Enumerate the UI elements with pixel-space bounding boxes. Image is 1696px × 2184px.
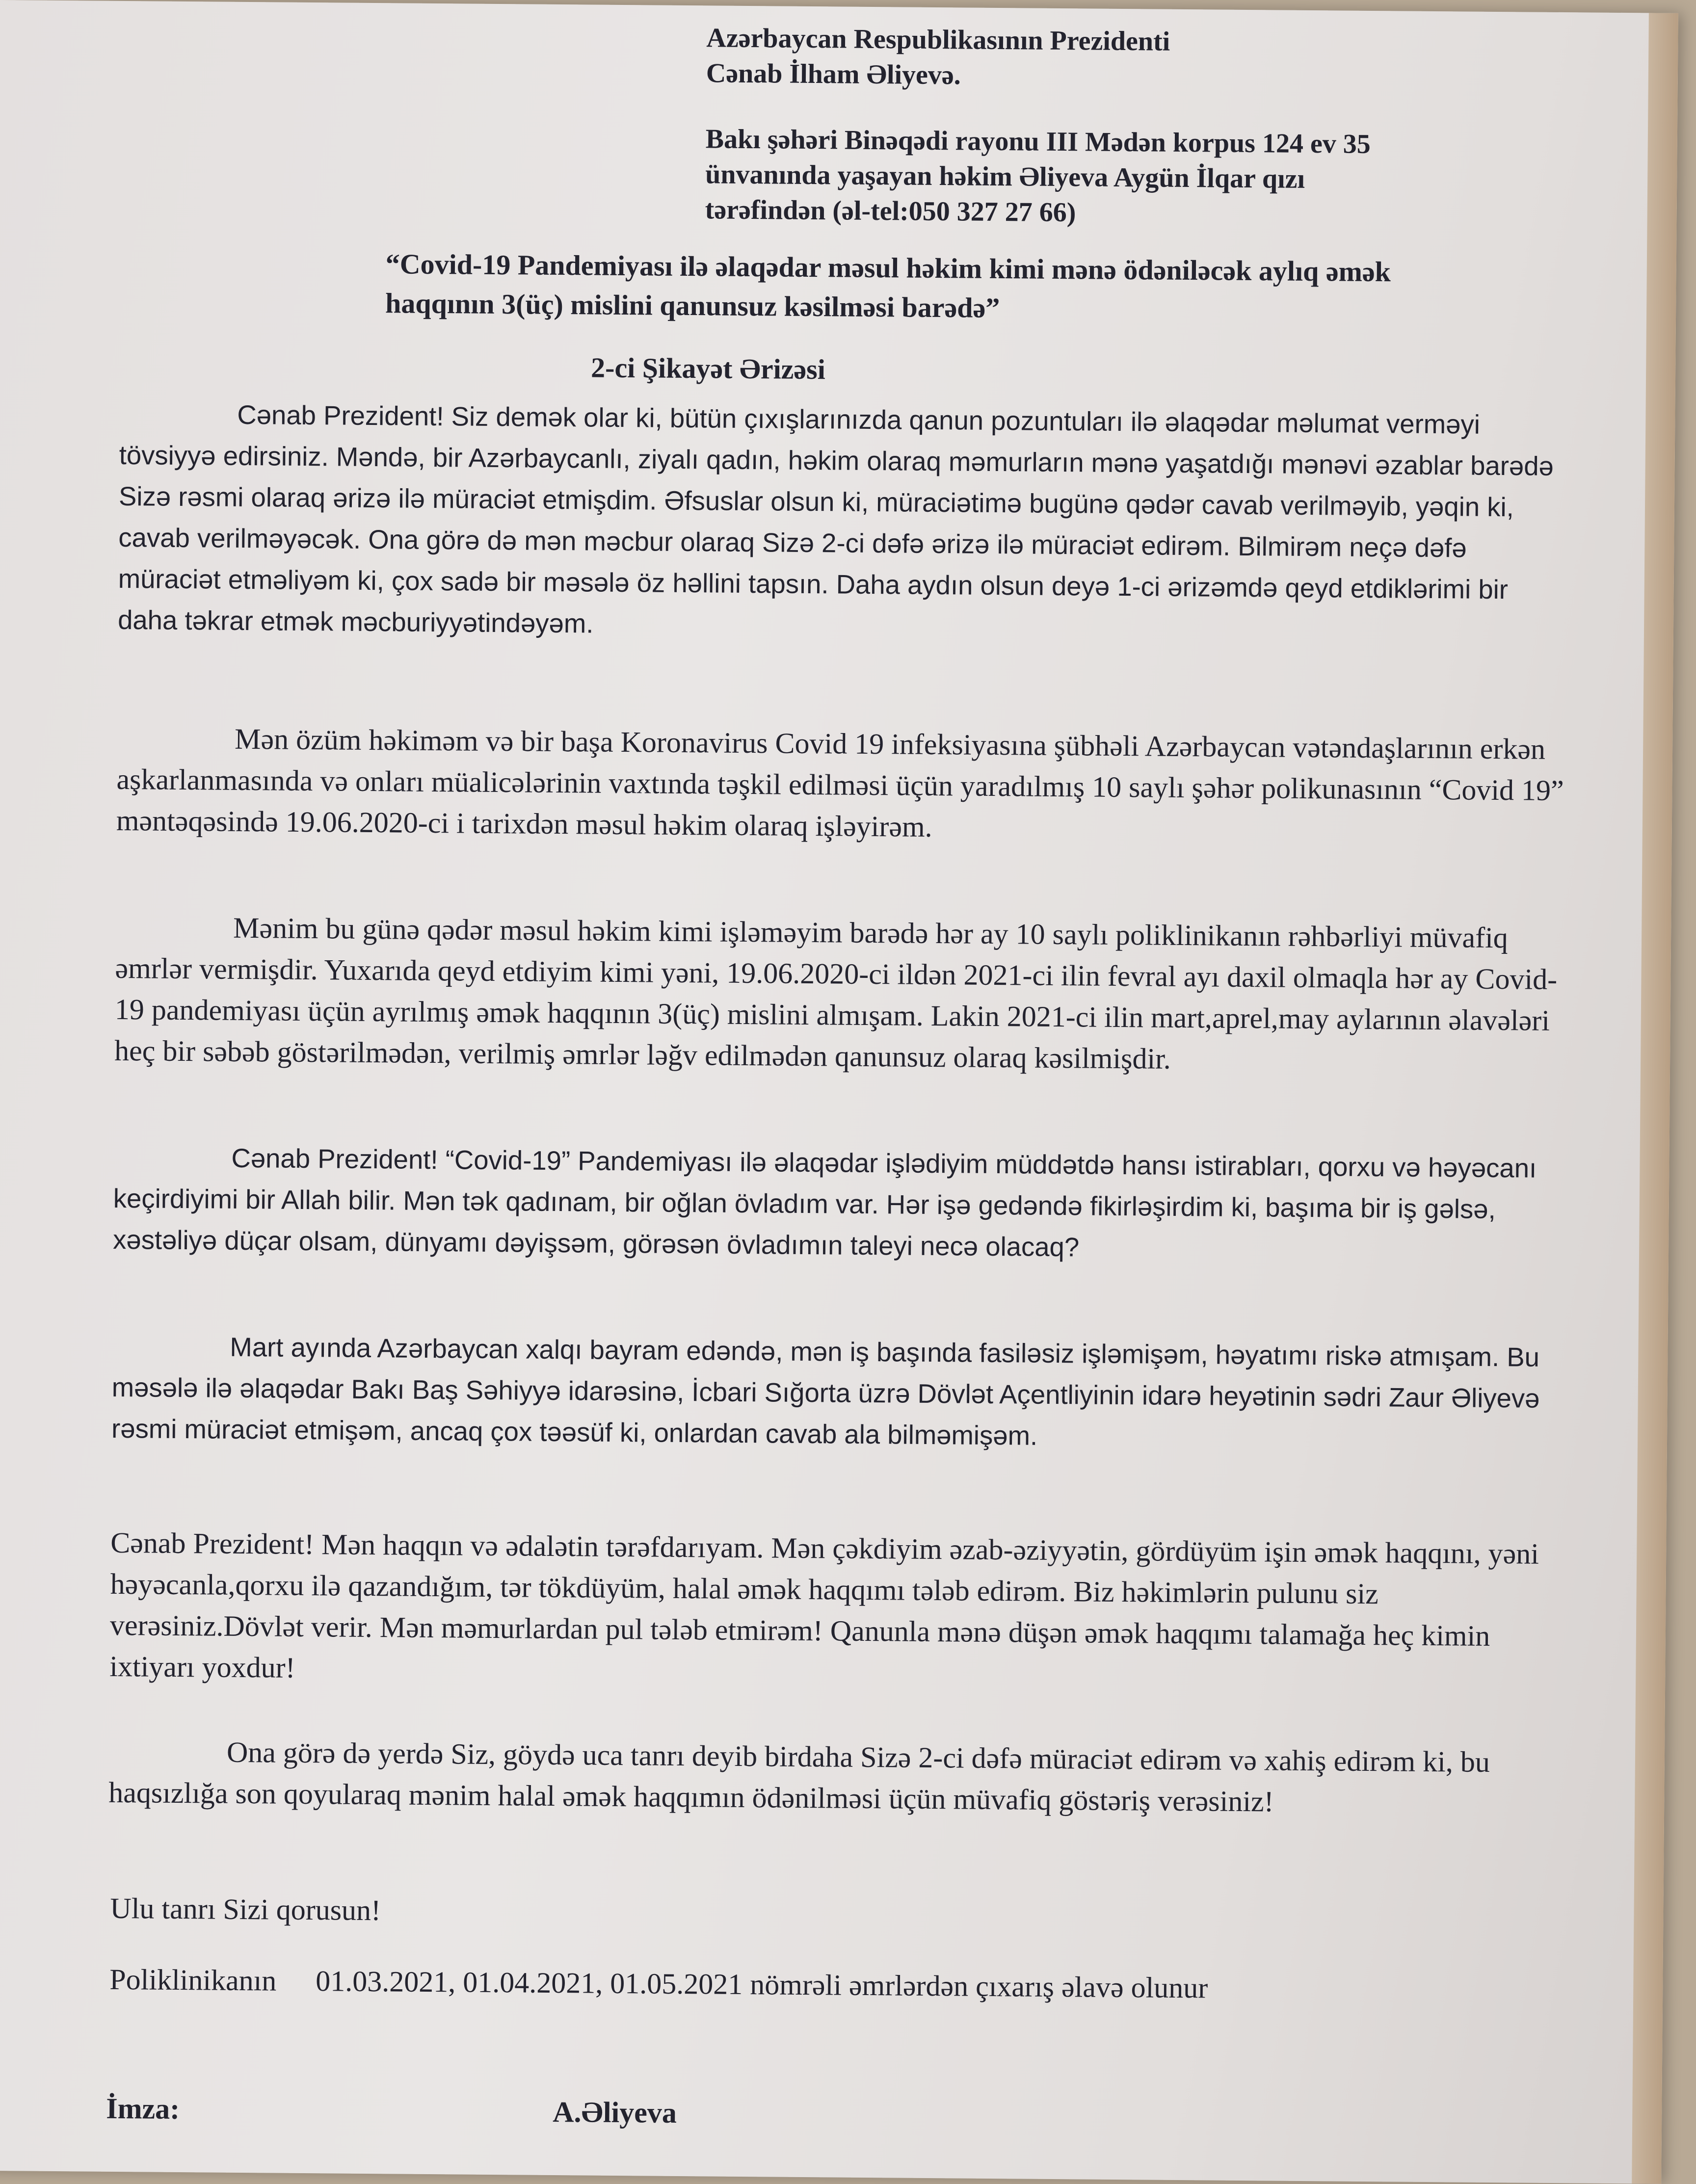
paragraph-2 bbox=[116, 717, 1570, 852]
closing-line-text: Ulu tanrı Sizi qorusun! bbox=[110, 1892, 381, 1927]
sender-block bbox=[705, 121, 1371, 233]
sender-line-3: tərəfindən (əl-tel:050 327 27 66) bbox=[705, 194, 1076, 228]
attachment-text: 01.03.2021, 01.04.2021, 01.05.2021 nömrəli əmrlərdən çıxarış əlavə olunur bbox=[316, 1965, 1208, 2004]
document-title: 2-ci Şikayət Ərizəsi bbox=[590, 351, 826, 386]
paragraph-5-text: Mart ayında Azərbaycan xalqı bayram edəndə, mən iş başında fasiləsiz işləmişəm, həyatımı riskə atmışam. Bu məsələ ilə əlaqədar Bakı Baş Səhiyyə idarəsinə, İcbari Sığorta üzrə Dövlət Açentliyinin idarə heyətinin sədri Zaur Əliyevə rəsmi müraciət etmişəm, ancaq çox təəsüf ki, onlardan cavab ala bilməmişəm. bbox=[111, 1332, 1540, 1451]
attachment-label: Poliklinikanın bbox=[109, 1963, 277, 1997]
paragraph-4-text: Cənab Prezident! “Covid-19” Pandemiyası ilə əlaqədar işlədiyim müddətdə hansı istirabları, qorxu və həyəcanı keçirdiyimi bir Allah bilir. Mən tək qadınam, bir oğlan övladım var. Hər işə gedəndə fikirləşirdim ki, başıma bir iş gəlsə, xəstəliyə düçar olsam, dünyamı dəyişsəm, görəsən övladımın taleyi necə olacaq? bbox=[112, 1143, 1537, 1263]
closing-line bbox=[110, 1888, 1563, 1940]
paragraph-3 bbox=[114, 906, 1568, 1082]
addressee-line-2: Cənab İlham Əliyevə. bbox=[706, 58, 961, 91]
paragraph-7 bbox=[108, 1731, 1562, 1824]
signature-name: A.Əliyeva bbox=[552, 2095, 677, 2129]
addressee-line-1: Azərbaycan Respublikasının Prezidenti bbox=[706, 23, 1170, 57]
subject-line-2: haqqının 3(üç) mislini qanunsuz kəsilməsi barədə” bbox=[385, 287, 1000, 324]
paragraph-6 bbox=[109, 1522, 1564, 1698]
paragraph-4 bbox=[113, 1137, 1566, 1272]
sender-line-2: ünvanında yaşayan həkim Əliyeva Aygün İlqar qızı bbox=[705, 159, 1305, 194]
subject-line-1: “Covid-19 Pandemiyası ilə əlaqədar məsul həkim kimi mənə ödəniləcək aylıq əmək bbox=[385, 248, 1391, 288]
signature-label: İmza: bbox=[106, 2092, 180, 2126]
paragraph-1-text: Cənab Prezident! Siz demək olar ki, bütün çıxışlarınızda qanun pozuntuları ilə əlaqədar məlumat verməyi tövsiyyə edirsiniz. Məndə, bir Azərbaycanlı, ziyalı qadın, həkim olaraq məmurların mənə yaşatdığı mənəvi əzablar barədə Sizə rəsmi olaraq ərizə ilə müraciət etmişdim. Əfsuslar olsun ki, müraciətimə bugünə qədər cavab verilməyib, yəqin ki, cavab verilməyəcək. Ona görə də mən məcbur olaraq Sizə 2-ci dəfə ərizə ilə müraciət edirəm. Bilmirəm neçə dəfə müraciət etməliyəm ki, çox sadə bir məsələ öz həllini tapsın. Daha aydın olsun deyə 1-ci ərizəmdə qeyd etdiklərimi bir daha təkrar etmək məcburiyyətindəyəm. bbox=[117, 399, 1554, 639]
sender-line-1: Bakı şəhəri Binəqədi rayonu III Mədən korpus 124 ev 35 bbox=[705, 124, 1371, 159]
subject-block bbox=[385, 244, 1554, 332]
paragraph-1 bbox=[118, 394, 1572, 652]
addressee-block bbox=[706, 20, 1170, 94]
paragraph-3-text: Mənim bu günə qədər məsul həkim kimi işləməyim barədə hər ay 10 saylı poliklinikanın rəhbərliyi müvafiq əmrlər vermişdir. Yuxarıda qeyd etdiyim kimi yəni, 19.06.2020-ci ildən 2021-ci ilin fevral ayı daxil olmaqla hər ay Covid-19 pandemiyası üçün ayrılmış əmək haqqının 3(üç) mislini almışam. Lakin 2021-ci ilin mart,aprel,may aylarının əlavələri heç bir səbəb göstərilmədən, verilmiş əmrlər ləğv edilmədən qanunsuz olaraq kəsilmişdir. bbox=[114, 911, 1558, 1075]
attachment-note bbox=[109, 1959, 1563, 2011]
paragraph-6-text: Cənab Prezident! Mən haqqın və ədalətin tərəfdarıyam. Mən çəkdiyim əzab-əziyyətin, gördüyüm işin əmək haqqını, yəni həyəcanla,qorxu ilə qazandığım, tər tökdüyüm, halal əmək haqqımı tələb edirəm. Biz həkimlərin pulunu siz verəsiniz.Dövlət verir. Mən məmurlardan pul tələb etmirəm! Qanunla mənə düşən əmək haqqımı talamağa heç kimin ixtiyarı yoxdur! bbox=[109, 1526, 1539, 1684]
paragraph-2-text: Mən özüm həkiməm və bir başa Koronavirus Covid 19 infeksiyasına şübhəli Azərbaycan vətəndaşlarının erkən aşkarlanmasında və onları müalicələrinin vaxtında təşkil edilməsi üçün yaradılmış 10 saylı şəhər polikunasının “Covid 19” məntəqəsində 19.06.2020-ci i tarixdən məsul həkim olaraq işləyirəm. bbox=[116, 722, 1564, 843]
paragraph-5 bbox=[111, 1326, 1565, 1461]
paper-edge bbox=[1632, 13, 1678, 2184]
paragraph-7-text: Ona görə də yerdə Siz, göydə uca tanrı deyib birdaha Sizə 2-ci dəfə müraciət edirəm və xahiş edirəm ki, bu haqsızlığa son qoyularaq mənim halal əmək haqqımın ödənilməsi üçün müvafiq göstəriş verəsiniz! bbox=[108, 1736, 1490, 1818]
